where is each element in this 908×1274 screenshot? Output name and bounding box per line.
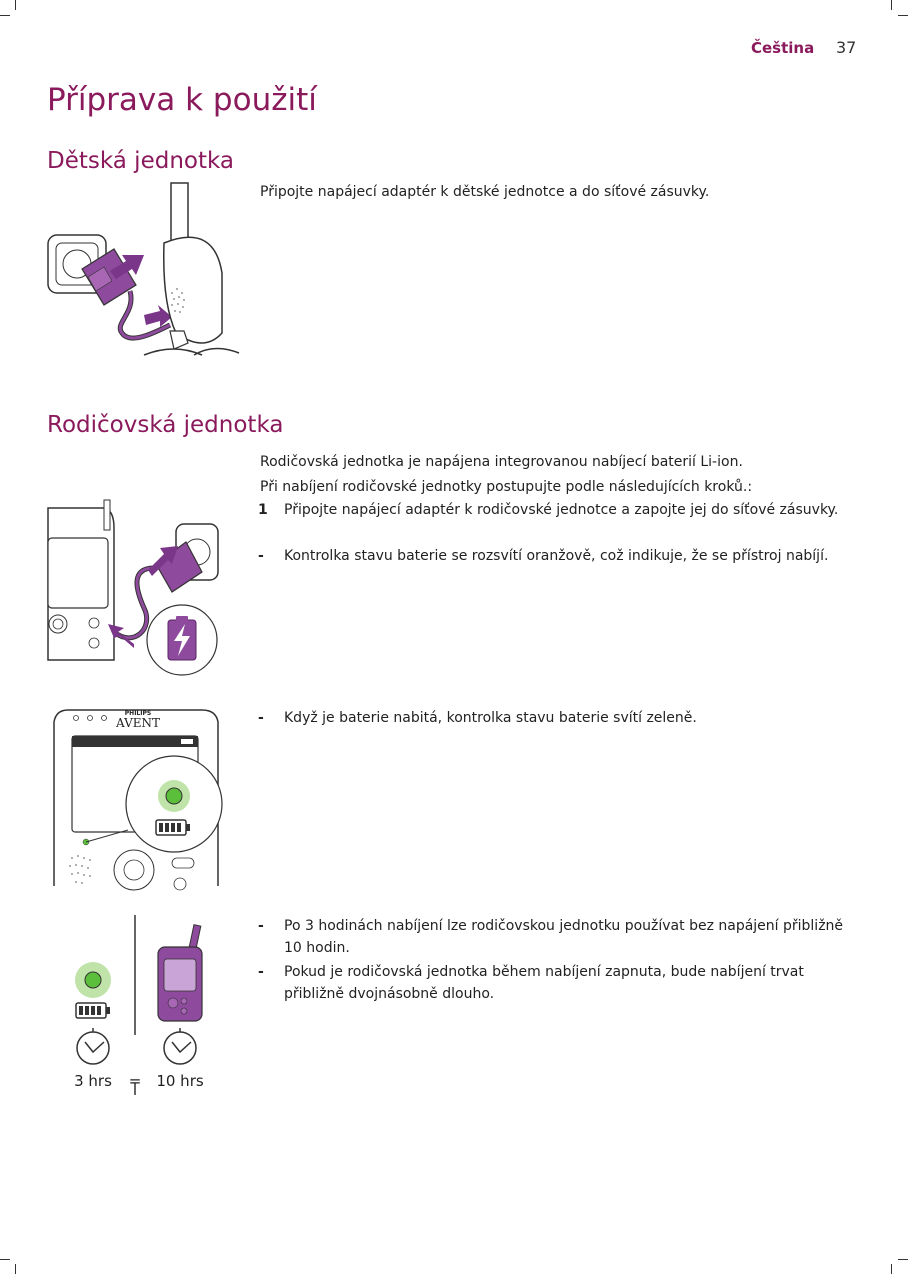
bullet-charged [258, 707, 848, 729]
bullet-dash: - [258, 548, 264, 564]
bullet-usage [258, 915, 848, 959]
bullet-dash: - [258, 918, 264, 934]
crop-mark [898, 15, 908, 16]
stopwatch-icon [77, 1028, 109, 1064]
bullet-text: Pokud je rodičovská jednotka během nabíjení zapnuta, bude nabíjení trvat přibližně dvojnásobně dlouho. [284, 964, 804, 1002]
stopwatch-icon [164, 1028, 196, 1064]
charge-time-illustration [60, 915, 220, 1095]
equals-sign: = [128, 1072, 142, 1090]
crop-mark [15, 1264, 16, 1274]
page-title: Příprava k použití [47, 82, 317, 118]
bullet-dash: - [258, 710, 264, 726]
header-language: Čeština [751, 39, 815, 57]
step-number: 1 [258, 502, 268, 518]
parent-unit-heading: Rodičovská jednotka [47, 412, 284, 438]
crop-mark [898, 1259, 908, 1260]
bullet-double-time [258, 961, 848, 1005]
baby-unit-instruction: Připojte napájecí adaptér k dětské jednotce a do síťové zásuvky. [260, 184, 710, 200]
parent-unit-charged-illustration [50, 708, 225, 888]
step-1 [258, 499, 848, 521]
parent-unit-steps-intro: Při nabíjení rodičovské jednotky postupujte podle následujících kroků.: [260, 479, 753, 495]
bullet-charging [258, 545, 848, 567]
step-text: Připojte napájecí adaptér k rodičovské jednotce a zapojte jej do síťové zásuvky. [284, 502, 839, 518]
bullet-text: Když je baterie nabitá, kontrolka stavu baterie svítí zeleně. [284, 710, 697, 726]
crop-mark [891, 0, 892, 10]
usage-hours-label: 10 hrs [156, 1072, 204, 1090]
charge-hours-label: 3 hrs [74, 1072, 112, 1090]
page-number: 37 [836, 38, 857, 57]
brand-logo-avent: AVENT [116, 716, 160, 730]
crop-mark [0, 1259, 10, 1260]
bullet-dash: - [258, 964, 264, 980]
parent-unit-charging-illustration [44, 498, 244, 678]
crop-mark [891, 1264, 892, 1274]
crop-mark [15, 0, 16, 10]
brand-logo-philips: PHILIPS [124, 710, 152, 717]
crop-mark [0, 15, 10, 16]
baby-unit-heading: Dětská jednotka [47, 148, 234, 174]
baby-unit-illustration [44, 183, 239, 363]
bullet-text: Po 3 hodinách nabíjení lze rodičovskou jednotku používat bez napájení přibližně 10 hodin. [284, 918, 844, 956]
baby-unit-device [164, 237, 222, 343]
bullet-text: Kontrolka stavu baterie se rozsvítí oranžově, což indikuje, že se přístroj nabíjí. [284, 548, 829, 564]
parent-unit-intro: Rodičovská jednotka je napájena integrovanou nabíjecí baterií Li-ion. [260, 454, 743, 470]
